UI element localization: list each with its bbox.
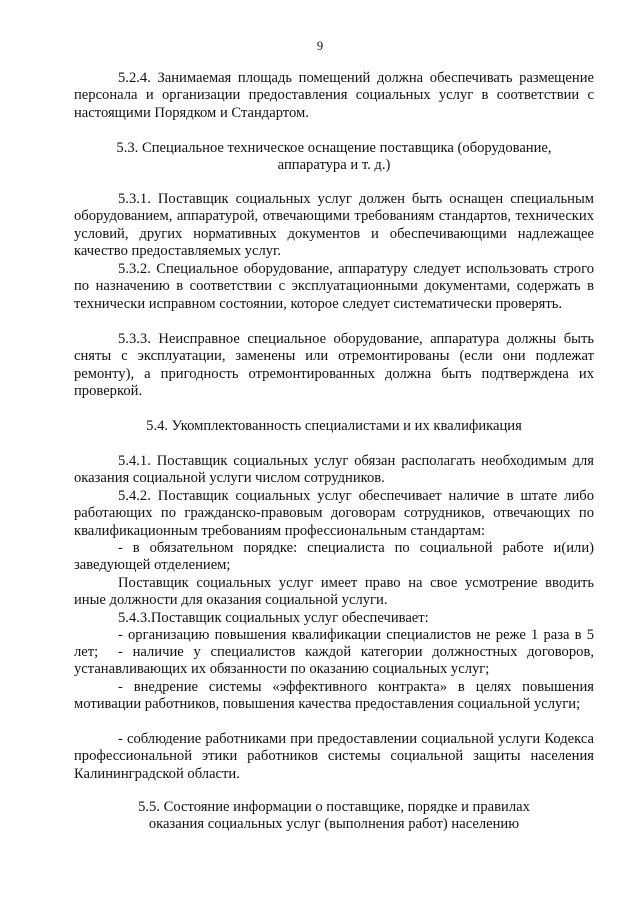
paragraph-5-4-2-note: Поставщик социальных услуг имеет право на свое усмотрение вводить иные должности для оказания социальной услуги. <box>74 575 594 609</box>
section-heading-5-3 <box>74 140 594 175</box>
heading-line: оказания социальных услуг (выполнения работ) населению <box>148 816 520 833</box>
paragraph-5-4-2: 5.4.2. Поставщик социальных услуг обеспечивает наличие в штате либо работающих по гражданско-правовым договорам сотрудников, отвечающих по квалификационным требованиям профессиональным стандартам: <box>74 488 594 539</box>
heading-line: аппаратура и т. д.) <box>277 157 391 174</box>
paragraph-5-3-1: 5.3.1. Поставщик социальных услуг должен быть оснащен специальным оборудованием, аппаратурой, отвечающими требованиям стандартов, технических условий, других нормативных документов и обеспечивающими надлежащее качество предоставляемых услуг. <box>74 191 594 259</box>
section-heading-5-4 <box>74 418 594 435</box>
list-item: - в обязательном порядке: специалиста по социальной работе и(или) заведующей отделением; <box>74 540 594 574</box>
heading-line: 5.5. Состояние информации о поставщике, порядке и правилах <box>138 799 530 815</box>
heading-line: 5.4. Укомплектованность специалистами и их квалификация <box>146 418 522 434</box>
paragraph-5-3-3: 5.3.3. Неисправное специальное оборудование, аппаратура должны быть сняты с эксплуатации, заменены или отремонтированы (если они подлежат ремонту), а пригодность отремонтированных должна быть подтверждена их проверкой. <box>74 331 594 399</box>
page-number: 9 <box>316 39 324 53</box>
paragraph-5-3-2: 5.3.2. Специальное оборудование, аппаратуру следует использовать строго по назначению в соответствии с эксплуатационными документами, содержать в технически исправном состоянии, которое следует систематически проверять. <box>74 261 594 312</box>
list-item: - организацию повышения квалификации специалистов не реже 1 раза в 5 лет; <box>74 627 594 661</box>
heading-line: 5.3. Специальное техническое оснащение поставщика (оборудование, <box>116 140 552 156</box>
paragraph-5-4-3: 5.4.3.Поставщик социальных услуг обеспечивает: <box>118 610 429 626</box>
list-item: - наличие у специалистов каждой категории должностных договоров, устанавливающих их обязанности по оказанию социальных услуг; <box>74 644 594 678</box>
list-item: - соблюдение работниками при предоставлении социальной услуги Кодекса профессиональной этики работников системы социальной защиты населения Калининградской области. <box>74 731 594 782</box>
paragraph-5-2-4: 5.2.4. Занимаемая площадь помещений должна обеспечивать размещение персонала и организации предоставления социальных услуг в соответствии с настоящими Порядком и Стандартом. <box>74 70 594 121</box>
list-item: - внедрение системы «эффективного контракта» в целях повышения мотивации работников, повышения качества предоставления социальной услуги; <box>74 679 594 713</box>
paragraph-5-4-1: 5.4.1. Поставщик социальных услуг обязан располагать необходимым для оказания социальной услуги числом сотрудников. <box>74 453 594 487</box>
section-heading-5-5 <box>74 799 594 834</box>
